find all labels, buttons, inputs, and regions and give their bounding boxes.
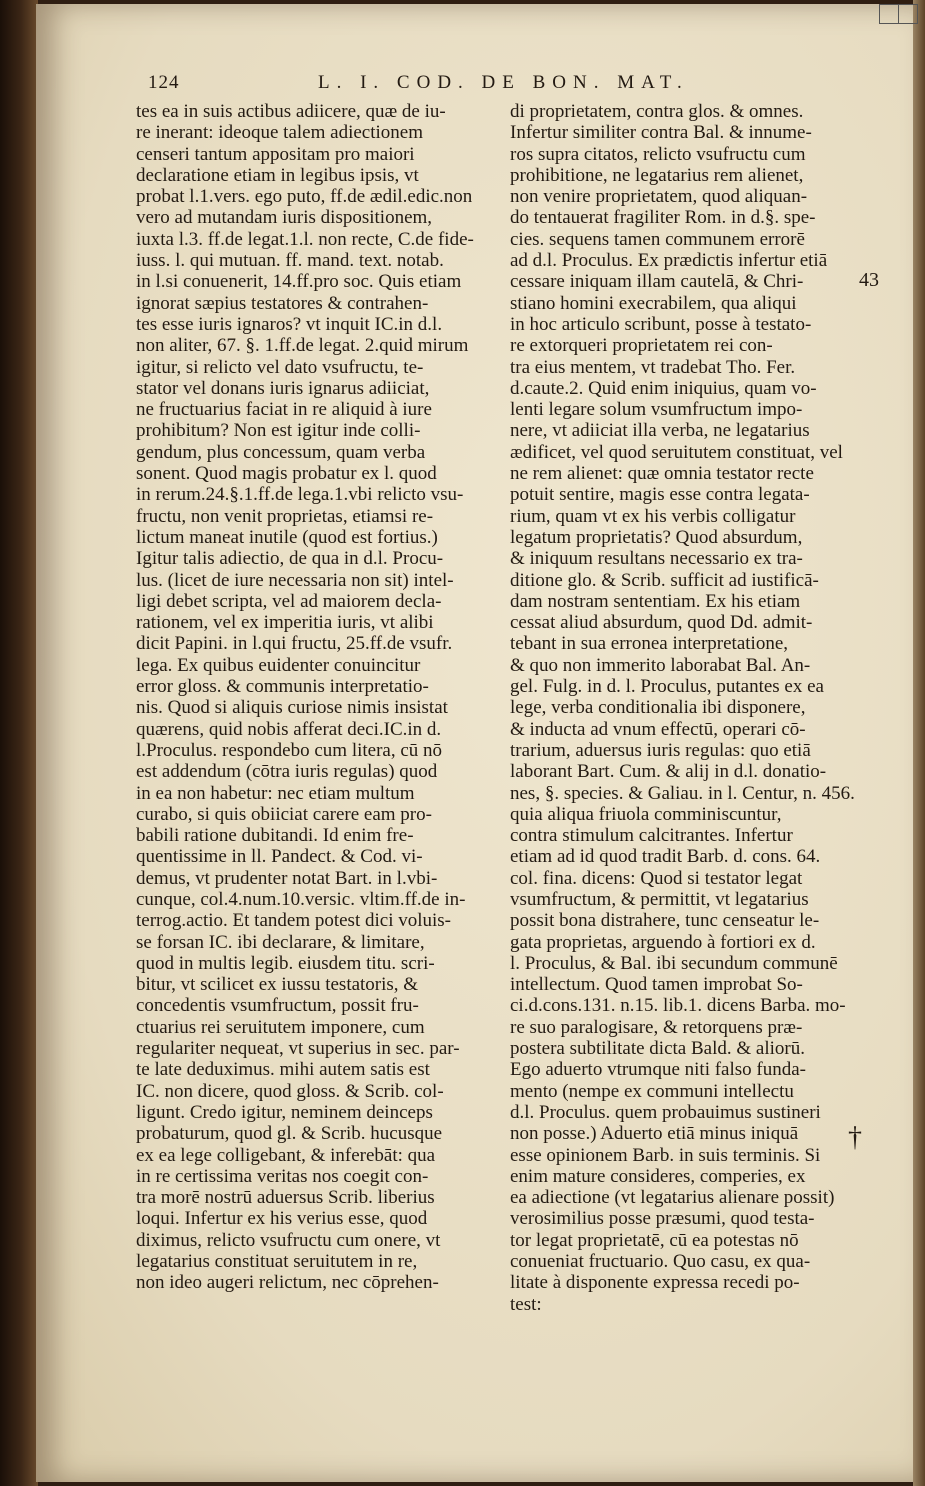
text-line: legatum proprietatis? Quod absurdum, <box>510 526 803 548</box>
book-gutter <box>0 0 38 1486</box>
text-line: trarium, aduersus iuris regulas: quo etiā <box>510 739 811 761</box>
text-line: probaturum, quod gl. & Scrib. hucusque <box>136 1123 443 1145</box>
text-line: fructu, non venit proprietas, etiamsi re- <box>136 505 434 527</box>
text-line: dam nostram sententiam. Ex his etiam <box>510 590 801 612</box>
text-line: babili ratione dubitandi. Id enim fre- <box>136 825 414 847</box>
text-line: esse opinionem Barb. in suis terminis. Si <box>510 1144 821 1166</box>
text-line: declaratione etiam in legibus ipsis, vt <box>136 164 419 186</box>
text-line: conueniat fructuario. Quo casu, ex qua- <box>510 1251 811 1273</box>
text-line: terrog.actio. Et tandem potest dici voluis- <box>136 910 452 932</box>
text-line: laborant Bart. Cum. & alij in d.l. donatio- <box>510 761 827 783</box>
text-line: non aliter, 67. §. 1.ff.de legat. 2.quid mirum <box>136 335 469 357</box>
text-line: in l.si conuenerit, 14.ff.pro soc. Quis etiam <box>136 271 462 293</box>
page-header <box>148 72 888 102</box>
text-line: Ego aduerto vtrumque niti falso funda- <box>510 1059 807 1081</box>
text-line: nes, §. species. & Galiau. in l. Centur, n. 456. <box>510 782 855 804</box>
text-line: diximus, relicto vsufructu cum onere, vt <box>136 1229 441 1251</box>
text-line: quærens, quid nobis afferat deci.IC.in d. <box>136 718 442 740</box>
text-line: ædificet, vel quod seruitutem constituat, vel <box>510 441 843 463</box>
text-line: prohibitione, ne legatarius rem alienet, <box>510 164 804 186</box>
text-line: di proprietatem, contra glos. & omnes. <box>510 101 804 122</box>
text-line: iuxta l.3. ff.de legat.1.l. non recte, C.de fide- <box>136 228 474 250</box>
running-title: L. I. COD. DE BON. MAT. <box>318 72 689 93</box>
text-line: in re certissima veritas nos coegit con- <box>136 1165 429 1187</box>
text-line: concedentis vsumfructum, possit fru- <box>136 995 419 1017</box>
text-line: se forsan IC. ibi declarare, & limitare, <box>136 931 425 953</box>
text-line: ctuarius rei seruitutem imponere, cum <box>136 1016 425 1038</box>
text-line: ci.d.cons.131. n.15. lib.1. dicens Barba. mo- <box>510 995 846 1017</box>
text-line: l.Proculus. respondebo cum litera, cū nō <box>136 739 443 761</box>
text-line: l. Proculus, & Bal. ibi secundum communē <box>510 952 838 974</box>
text-line: demus, vt prudenter notat Bart. in l.vbi- <box>136 867 438 889</box>
text-line: tebant in sua erronea interpretatione, <box>510 633 789 655</box>
text-line: loqui. Infertur ex his verius esse, quod <box>136 1208 428 1230</box>
text-line: ne fructuarius faciat in re aliquid à iure <box>136 399 432 421</box>
text-line: d.caute.2. Quid enim iniquius, quam vo- <box>510 377 817 399</box>
text-line: est addendum (cōtra iuris regulas) quod <box>136 761 438 783</box>
text-line: possit bona distrahere, tunc censeatur le- <box>510 910 820 932</box>
text-line: verosimilius posse præsumi, quod testa- <box>510 1208 815 1230</box>
text-line: ignorat sæpius testatores & contrahen- <box>136 292 429 314</box>
text-line: postera subtilitate dicta Bald. & aliorū. <box>510 1038 805 1060</box>
text-line: mento (nempe ex communi intellectu <box>510 1080 794 1102</box>
marginal-dagger: † <box>848 1122 862 1153</box>
text-line: ligunt. Credo igitur, neminem deinceps <box>136 1101 433 1123</box>
text-line: gendum, plus concessum, quam verba <box>136 441 426 463</box>
text-line: bitur, vt scilicet ex iussu testatoris, & <box>136 974 419 996</box>
text-line: lictum maneat inutile (quod est fortius.) <box>136 526 438 548</box>
text-line: ditione glo. & Scrib. sufficit ad iustificā- <box>510 569 819 591</box>
text-line: & quo non immerito laborabat Bal. An- <box>510 654 811 676</box>
text-line: re suo paralogisare, & retorquens præ- <box>510 1016 803 1038</box>
text-line: test: <box>510 1293 542 1315</box>
text-line: do tentauerat fragiliter Rom. in d.§. spe- <box>510 207 816 229</box>
text-line: lenti legare solum vsumfructum impo- <box>510 399 803 421</box>
text-line: litate à disponente expressa recedi po- <box>510 1272 800 1294</box>
text-line: etiam ad id quod tradit Barb. d. cons. 64. <box>510 846 821 868</box>
text-line: te late deduximus. mihi autem satis est <box>136 1059 430 1081</box>
text-line: curabo, si quis obiiciat carere eam pro- <box>136 803 432 825</box>
text-line: quod in multis legib. eiusdem titu. scri- <box>136 952 435 974</box>
text-line: censeri tantum appositam pro maiori <box>136 143 415 165</box>
text-line: rium, quam vt ex his verbis colligatur <box>510 505 796 527</box>
text-line: tes esse iuris ignaros? vt inquit IC.in d.l. <box>136 313 443 335</box>
text-line: col. fina. dicens: Quod si testator legat <box>510 867 803 889</box>
text-line: ros supra citatos, relicto vsufructu cum <box>510 143 806 165</box>
text-line: igitur, si relicto vel dato vsufructu, te- <box>136 356 424 378</box>
text-line: cunque, col.4.num.10.versic. vltim.ff.de in- <box>136 888 466 910</box>
text-line: stator vel donans iuris ignarus adiiciat, <box>136 377 430 399</box>
text-line: error gloss. & communis interpretatio- <box>136 676 429 698</box>
text-line: re extorqueri proprietatem rei con- <box>510 335 773 357</box>
text-line: & iniquum resultans necessario ex tra- <box>510 548 803 570</box>
text-line: re inerant: ideoque talem adiectionem <box>136 122 423 144</box>
text-line: cessat aliud absurdum, quod Dd. admit- <box>510 612 813 634</box>
text-line: intellectum. Quod tamen improbat So- <box>510 974 803 996</box>
text-line: prohibitum? Non est igitur inde colli- <box>136 420 421 442</box>
text-line: ad d.l. Proculus. Ex prædictis infertur etiā <box>510 250 828 272</box>
text-line: ne rem alienet: quæ omnia testator recte <box>510 463 814 485</box>
text-line: nis. Quod si aliquis curiose nimis insistat <box>136 697 448 719</box>
left-text-column <box>136 101 508 1294</box>
text-line: stiano homini execrabilem, qua aliqui <box>510 292 797 314</box>
text-line: vero ad mutandam iuris dispositionem, <box>136 207 433 229</box>
text-line: ea adiectione (vt legatarius alienare possit) <box>510 1187 835 1209</box>
text-line: non posse.) Aduerto etiā minus iniquā <box>510 1123 799 1145</box>
text-line: cessare iniquam illam cautelā, & Chri- <box>510 271 804 293</box>
text-line: in rerum.24.§.1.ff.de lega.1.vbi relicto vsu- <box>136 484 464 506</box>
text-line: lus. (licet de iure necessaria non sit) intel- <box>136 569 454 591</box>
text-line: lega. Ex quibus euidenter conuincitur <box>136 654 421 676</box>
text-line: vsumfructum, & permittit, vt legatarius <box>510 888 809 910</box>
text-line: ligi debet scripta, vel ad maiorem decla- <box>136 590 442 612</box>
text-line: in ea non habetur: nec etiam multum <box>136 782 415 804</box>
text-line: non ideo augeri relictum, nec cōprehen- <box>136 1272 439 1294</box>
text-line: gata proprietas, arguendo à fortiori ex d. <box>510 931 816 953</box>
text-line: Infertur similiter contra Bal. & innume- <box>510 122 812 144</box>
text-line: tor legat proprietatē, cū ea potestas nō <box>510 1229 799 1251</box>
text-line: quentissime in ll. Pandect. & Cod. vi- <box>136 846 423 868</box>
text-line: tes ea in suis actibus adiicere, quæ de iu- <box>136 101 446 122</box>
text-line: IC. non dicere, quod gloss. & Scrib. col- <box>136 1080 444 1102</box>
text-line: nere, vt adiiciat illa verba, ne legatarius <box>510 420 810 442</box>
text-line: sonent. Quod magis probatur ex l. quod <box>136 463 437 485</box>
text-line: iuss. l. qui mutuan. ff. mand. text. notab. <box>136 250 444 272</box>
text-line: cies. sequens tamen communem errorē <box>510 228 805 250</box>
text-line: in hoc articulo scribunt, posse à testato- <box>510 313 812 335</box>
text-line: ex ea lege colligebant, & inferebāt: qua <box>136 1144 436 1166</box>
text-line: d.l. Proculus. quem probauimus sustineri <box>510 1101 821 1123</box>
text-line: rationem, vel ex imperitia iuris, vt alibi <box>136 612 434 634</box>
text-line: legatarius constituat seruitutem in re, <box>136 1251 418 1273</box>
right-text-column <box>510 101 892 1315</box>
text-line: probat l.1.vers. ego puto, ff.de ædil.edic.non <box>136 186 473 208</box>
text-line: contra stimulum calcitrantes. Infertur <box>510 825 793 847</box>
text-line: non venire proprietatem, quod aliquan- <box>510 186 808 208</box>
text-line: dicit Papini. in l.qui fructu, 25.ff.de vsufr. <box>136 633 453 655</box>
text-line: regulariter nequeat, vt superius in sec. par- <box>136 1038 460 1060</box>
text-line: & inducta ad vnum effectū, operari cō- <box>510 718 806 740</box>
page-fore-edge <box>913 0 925 1486</box>
text-line: quia aliqua friuola comminiscuntur, <box>510 803 782 825</box>
page-number: 124 <box>148 72 180 93</box>
text-line: potuit sentire, magis esse contra legata- <box>510 484 810 506</box>
scan-marker <box>898 4 918 24</box>
text-line: lege, verba conditionalia ibi disponere, <box>510 697 806 719</box>
book-page <box>36 4 913 1482</box>
text-line: tra morē nostrū aduersus Scrib. liberius <box>136 1187 435 1209</box>
scan-marker <box>879 4 899 24</box>
marginal-note-number: 43 <box>859 269 879 291</box>
text-line: gel. Fulg. in d. l. Proculus, putantes ex ea <box>510 676 824 698</box>
text-line: Igitur talis adiectio, de qua in d.l. Procu- <box>136 548 444 570</box>
text-line: enim mature consideres, comperies, ex <box>510 1165 806 1187</box>
text-line: tra eius mentem, vt tradebat Tho. Fer. <box>510 356 796 378</box>
